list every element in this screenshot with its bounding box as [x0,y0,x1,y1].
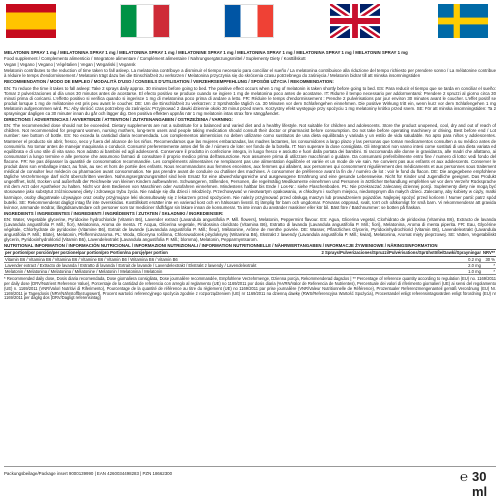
nutrient-name: Melatonin / Melatonina / Melatonina / Mélatonine / Melatonin / Melatonina / Melatonin [4,269,321,275]
nutrient-amount: 2.0 mg [321,262,482,268]
uk-flag [330,4,380,38]
product-type: Food supplement / Complemento alimenticio / Integratore alimentare / Complément alimentaire / Nahrungsergänzungsmittel / Suplementy Diety / Kosttillskott [4,56,306,62]
label-footer [0,455,500,500]
nutrition-footnote: * Recommended daily dose, Dosis diaria recomendada, Dose giornaliera consigliata, Dose journalière recommandée, Empfohlene Verzehrmenge, Dzienna porcja, Rekommenderad dagsdos | ** Percentage of reference quantity according to regulation (EU) no. 1169/2011 per daily dose (DRV/Nutrient Reference Value), Porcentaje de la cantidad de referencia con arreglo al reglamento (UE) no 1169/2011 por dosis diaria (%VRN/Valor de Referencia de Nutrientes), Percentuale dei valori di riferimento giornalieri (UE) ai sensi del regolamento (UE) n. 1169/2011 (VNR/Valori Nutritivi di Riferimento), Pourcentage de la quantité de référence au titre du règlement (UE) no 1169/2011 par prise journalière (VNR/Valeur Nutritionnelle de Référence), Prozentualer Referenzmengenanteil gemäß Verordnung (EU) Nr. 1169/2011 je Tagesdosis (NRV/Nährstoffbezugswert), Procent wartości referencyjnego spożycia zgodnie z rozporządzeniem (UE) nr 1169/2011 na dzienną dawkę (RWS/Referencyjna Wartość Spożycia), Procentandel enligt referensintagsvärden enligt förordning (EU) nr 1169/2011 per daglig dos (DRV/Dagligt referensintag) [4,276,496,301]
france-flag [224,4,274,38]
nutrient-nrv: 30 % [482,256,496,262]
warnings-text: EN: The recommended dose should not be exceeded. Dietary supplements are not a substitute for a balanced and varied diet and a healthy lifestyle. Not suitable for children and adolescents. Store the product unopened, cool, dry and out of reach of children. Not recommended for pregnant women, nursing mothers, long-term users and people taking medication should consult their doctor or pharmacist before consumption. Do not take before operating machinery or driving. Best before end / Lot number: see bottom of bottle. ES: No exceda la cantidad diaria recomendada. Los complementos alimenticios no deben utilizarse como sustitutos de una dieta equilibrada y variada y un estilo de vida saludable. No apto para niños y adolescentes. Mantener el producto sin abrir, fresco, seco y fuera del alcance de los niños. Recomendamos que las mujeres embarazadas, las madres lactantes, los consumidores a largo plazo y las personas que toman medicamentos consulten a su médico antes de consumirlo. No tomar antes de manejar maquinaria o conducir. Consumir preferentemente antes del fin de / número de lote: ver fondo de la botella. IT: Non superare la dose consigliata. Gli integratori non vanno intesi come sostituti di una dieta variata ed equilibrata e di uno stile di vita sano. Non adatto ai bambini ed agli adolescenti. Conservare il prodotto in confezione integra, in luogo fresco e asciutto e fuori dalla portata dei bambini. Si raccomanda alle donne in gravidanza, alle madri che allattano, ai consumatori a lungo termine e alle persone che assumono farmaci di consultare il proprio medico prima dell'assunzione. Non assumere prima di utilizzare macchinari o guidare. Da consumarsi preferibilmente entro fine / numero di lotto: vedi fondo del flacone. FR: Ne pas dépasser la quantité de consommation recommandée. Les compléments alimentaires ne remplacent pas une alimentation équilibrée et variée et un mode de vie sain. Ne convient pas aux enfants et aux adolescents. Conserver le produit dans son emballage intact, au frais, au sec et hors de portée des enfants. Nous recommandons aux femmes enceintes, aux femmes qui allaitent, aux personnes qui consomment régulièrement des médicaments et aux personnes sous traitement médical de consulter leur médecin ou pharmacien avant consommation. Ne pas prendre avant de conduire ou d'utiliser des machines. À consommer de préférence avant la fin de / numéro de lot : voir le fond du flacon. DE: Die angegebene empfohlene tägliche Verzehrmenge darf nicht überschritten werden. Nahrungsergänzungsmittel sind kein Ersatz für eine abwechslungsreiche und ausgewogene Ernährung und eine gesunde Lebensweise. Nicht für Kinder und Jugendliche geeignet. Das Produkt ungeöffnet, kühl, trocken und außerhalb der Reichweite von kleinen Kindern aufbewahren. Schwangeren, Stillenden, Personen, die regelmäßig Medikamente einnehmen und Personen in ärztlicher Behandlung empfehlen wir vor dem Verzehr Rücksprache mit dem Arzt oder Apotheker zu halten. Nicht vor dem Bedienen von Maschinen oder Autofahren einnehmen. Mindestens haltbar bis Ende / Los-Nr.: siehe Flaschenboden. PL: Nie przekraczać zalecanej dziennej porcji. Suplementy diety nie mogą być stosowane jako substytut zróżnicowanej diety i zdrowego trybu życia. Nie nadaje się dla dzieci i młodzieży. Przechowywać w nieotwartym opakowaniu, w chłodnym i suchym miejscu, niedostępnym dla małych dzieci. Zalecamy, aby kobiety w ciąży, matki karmiące, osoby długotrwale używające oraz osoby przyjmujące leki skonsultowały się z lekarzem przed spożyciem. Nie należy przyjmować przed obsługą maszyn lub prowadzeniem pojazdów. Najlepiej spożyć przed końcem / Numer partii: patrz spód butelki. SE: Rekommenderat dagligt intag får inte överskridas. Kosttillskott ersätter inte en varierad kost och en hälsosam livsstil. Ej lämplig för barn och ungdomar. Förvaras oöppnad, svalt, torrt och oåtkomligt för små barn. Vi rekommenderar att gravida kvinnor, ammande mödrar, långtidsanvändare och personer som tar mediciner rådfrågar sin läkare innan de konsumerar. Ta inte innan du använder maskiner eller kör bil. Bäst före / Batchnummer: se botten på flaskan. [4,123,496,210]
label-text [4,50,496,450]
nutrition-heading: NUTRITIONAL INFORMATION / INFORMACIÓN NUTRICIONAL / INFORMAZIONI NUTRIZIONALI / INFORMATION NUTRITIONNELLE / NÄHRWERTANGABEN / INFORMACJE ŻYWIENIOWE / NÄRINGSINFORMATION [4,243,438,249]
uk-flag-graphic [330,4,380,38]
nutrient-name: Vitamin B6 / Vitamina B6 / Vitamina B6 / Vitamine B6 / Vitamin B6 / Witamina B6 / Vitamin B6 [4,256,321,262]
flag-row [0,4,500,48]
product-title: MELATONIN SPRAY 1 mg / MELATONINA SPRAY 1 mg / MELATONINA SPRAY 1 mg / MELATONINE SPRAY 1 mg / MELATONINA SPRAY 1 mg / MELATONINA SPRAY 1 mg / MELATONIN SPRAY 1 mg [4,50,408,55]
sweden-flag [438,4,488,38]
estimated-sign-icon: ℮ [460,469,468,484]
product-intro: Melatonin contributes to the reduction of time taken to fall asleep. La melatonina contribuye a disminuir el tiempo necesario para conciliar el sueño / La melatonina contribuisce alla riduzione del tempo richiesto per prendere sonno / La mélatonine contribue à réduire le temps d'endormissement / Melatonin trägt dazu bei die Einschlafzeit zu verkürzen / Melatonina przyczynia się do skrócenia czasu potrzebnego do zaśnięcia / Melatonin bidrar till att minska insomningstiden [4,68,496,79]
sweden-flag-graphic [438,4,488,38]
nutrition-col-amount: 2 Sprays/Pulverizaciones/Spruzzi/Pulvérisations/Sprühstöße/Dawki/Sprayningar [321,250,481,256]
nutrient-name: Lavender extract / Extracto de lavanda / Estratto di lavanda / Extrait de lavande / Lavendelextrakt / Ekstrakt z lawendy / Lavendelextrakt [4,262,321,268]
dosage-text: EN: To reduce the time it takes to fall asleep: Take 2 sprays daily approx. 30 minutes before going to bed. The positive effect occurs when 1 mg of melatonin is taken shortly before going to bed. ES: Para reducir el tiempo que se tarda en conciliar el sueño: Tomar 2 pulverizaciones al día unos 30 minutos antes de acostarse. El efecto positivo se produce cuando se ingiere 1 mg de melatonina poco antes de acostarse. IT: Ridurre il tempo necessario per addormentarsi: Prendere 2 spruzzi al giorno circa 30 minuti prima di coricarsi. L'effetto positivo si verifica quando si ingerisce 1 mg di melatonina poco prima di andare a letto. FR: Réduire le temps d'endormissement : Prendre 2 pulvérisations par jour environ 30 minutes avant le coucher. L'effet positif se produit lorsque 1 mg de mélatonine est pris peu avant le coucher. DE: Um die Einschlafzeit zu verkürzen: 2 Sprühstöße täglich ca. 30 Minuten vor dem Schlafengehen einnehmen. Die positive Wirkung tritt ein, wenn kurz vor dem Schlafengehen 1 mg Melatonin aufgenommen wird. PL: Aby skrócić czas potrzebny do zaśnięcia: Przyjmować 2 dawki dziennie około 30 minut przed snem. Korzystny efekt występuje przy spożyciu 1 mg melatoniny krótko przed snem. SE: För att minska insomningstiden: Ta 2 sprayningar dagligen ca 30 minuter innan du går och lägger dig. Den positiva effekten uppnås när 1 mg melatonin intas strax före sänggåendet. [4,85,496,117]
nutrition-col-name: per portion/por porción/per porzione/par portion/pro Portion/na porcję/per portion [4,250,321,256]
spain-flag [6,4,56,38]
italy-flag [120,4,170,38]
nutrition-row [4,269,496,275]
ingredients-text: EN: Water, Vegetable glycerine, Pyridoxine hydrochloride (Vitamin B6), Lavender extract (Lavandula angustifolia P. Mill. flowers), Melatonin, Peppermint flavour. ES: Agua, Glicerina vegetal, Clorhidrato de piridoxina (Vitamina B6), Extracto de lavanda (Lavandula angustifolia P. Mill.; flor), Melatonina, Aroma de menta. IT: Acqua, Glicerina vegetale, Piridossina cloridrato (Vitamina B6), Estratto di lavanda (Lavandula angustifolia P. Mill.; fiori), Melatonina, Aroma di menta piperita. FR: Eau, Glycérine végétale, Chlorhydrate de pyridoxine (Vitamine B6), Extrait de lavande (Lavandula angustifolia P. Mill.; fleur), Mélatonine, Arôme de menthe poivrée. DE: Wasser, Pflanzliches Glycerin, Pyridoxinhydrochlorid (Vitamin B6), Lavendelextrakt (Lavandula angustifolia P. Mill.; Blüte), Melatonin, Pfefferminzaroma. PL: Woda, Gliceryna roślinna, Chlorowodorek pirydoksyny (Witamina B6), Ekstrakt z lawendy (Lavandula angustifolia P. Mill.; kwiat), Melatonina, Aromat mięty pieprzowej. SE: Vatten, Vegetabiliskt glycerin, Pyridoxinhydroklorid (Vitamin B6), Lavendelextrakt (Lavandula angustifolia P. Mill.; blomma), Melatonin, Pepparmyntsarom. [4,216,496,243]
product-diet: Vegan | Vegano | Vegano | Végétalien | Vegan | Wegański | Vegansk [4,62,136,68]
nutrient-nrv: * [482,262,496,268]
volume-label: 30 ml [472,469,488,499]
ingredients-heading: INGREDIENTS / INGREDIENTES / INGREDIENTI / INGRÉDIENTS / ZUTATEN / SKŁADNIKI / INGREDIENSER: [4,210,224,216]
nutrient-amount: 0.2 mg [321,256,482,262]
nutrition-col-nrv: NRV** [482,250,495,256]
product-codes: Packungsbeilage/Package insert 9000139990 | EAN 4260034498283 | PZN 18662300 [4,471,173,476]
warnings-heading: DIRECTIONS / ADVERTENCIAS / AVVERTENZE / ATTENTION / ZUTATENANGABEN / OSTRZEŻENIA / VARNING: [4,117,233,123]
footer-divider [4,466,496,467]
dosage-heading: RECOMMENDATION / MODO DE EMPLEO / MODALITÀ D'USO / CONSEILS D'UTILISATION / VERZEHRSEMPFEHLUNG / SPOSÓB UŻYCIA / REKOMMENDATION: [4,79,334,85]
nutrient-amount: 1.0 mg [321,269,482,275]
nutrient-nrv: * [482,269,496,275]
nutrition-table [4,249,496,275]
